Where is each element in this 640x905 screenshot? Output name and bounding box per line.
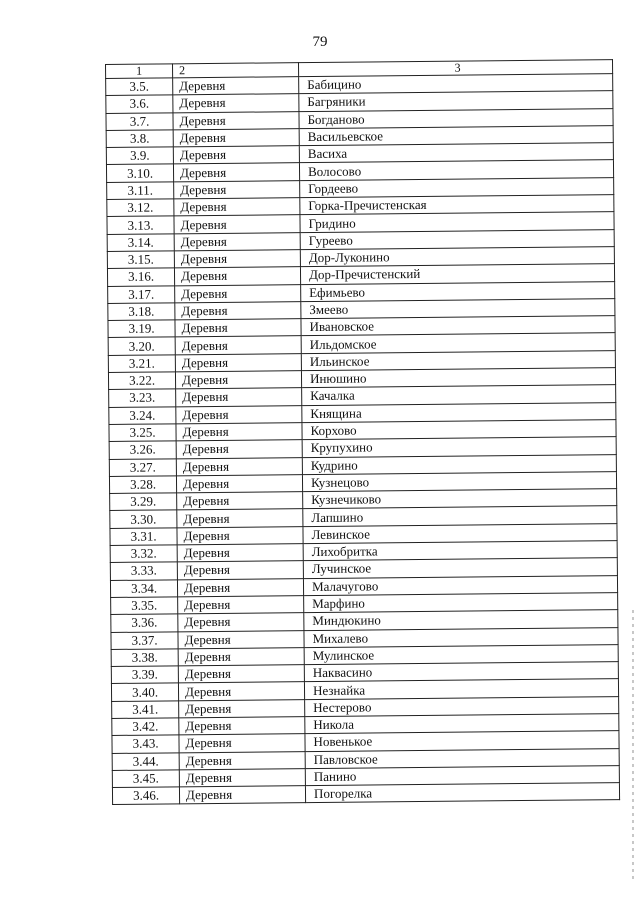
- header-col-3: 3: [298, 60, 612, 77]
- settlement-name-cell: Ильинское: [301, 350, 615, 370]
- settlement-type-cell: Деревня: [174, 267, 300, 286]
- settlement-type-cell: Деревня: [176, 423, 302, 442]
- row-number-cell: 3.26.: [109, 441, 176, 459]
- row-number-cell: 3.8.: [106, 130, 173, 148]
- row-number-cell: 3.14.: [107, 234, 174, 252]
- settlement-type-cell: Деревня: [175, 284, 301, 303]
- row-number-cell: 3.36.: [111, 614, 178, 632]
- settlement-type-cell: Деревня: [178, 596, 304, 615]
- settlement-name-cell: Кузнечиково: [303, 489, 617, 509]
- row-number-cell: 3.6.: [106, 95, 173, 113]
- settlement-type-cell: Деревня: [177, 492, 303, 511]
- settlement-type-cell: Деревня: [175, 301, 301, 320]
- row-number-cell: 3.44.: [112, 752, 179, 770]
- row-number-cell: 3.30.: [110, 510, 177, 528]
- row-number-cell: 3.24.: [109, 406, 176, 424]
- settlement-type-cell: Деревня: [176, 457, 302, 476]
- settlement-name-cell: Новенькое: [305, 731, 619, 751]
- settlement-name-cell: Васиха: [299, 143, 613, 163]
- settlement-name-cell: Гордеево: [300, 177, 614, 197]
- settlement-type-cell: Деревня: [177, 544, 303, 563]
- row-number-cell: 3.28.: [109, 476, 176, 494]
- settlement-name-cell: Качалка: [302, 385, 616, 405]
- header-col-2: 2: [173, 63, 299, 78]
- settlement-name-cell: Волосово: [299, 160, 613, 180]
- settlement-name-cell: Кудрино: [302, 454, 616, 474]
- settlement-type-cell: Деревня: [177, 509, 303, 528]
- row-number-cell: 3.31.: [110, 528, 177, 546]
- settlement-name-cell: Гуреево: [300, 229, 614, 249]
- settlement-type-cell: Деревня: [174, 198, 300, 217]
- settlement-name-cell: Миндюкино: [304, 610, 618, 630]
- row-number-cell: 3.46.: [112, 787, 179, 805]
- settlement-type-cell: Деревня: [177, 561, 303, 580]
- settlement-name-cell: Лихобритка: [303, 541, 617, 561]
- settlement-name-cell: Наквасино: [304, 662, 618, 682]
- settlement-name-cell: Гридино: [300, 212, 614, 232]
- settlement-name-cell: Левинское: [303, 523, 617, 543]
- row-number-cell: 3.17.: [108, 285, 175, 303]
- settlement-type-cell: Деревня: [178, 613, 304, 632]
- settlement-type-cell: Деревня: [179, 734, 305, 753]
- row-number-cell: 3.5.: [106, 78, 173, 96]
- settlement-name-cell: Лапшино: [303, 506, 617, 526]
- row-number-cell: 3.37.: [111, 631, 178, 649]
- settlement-name-cell: Васильевское: [299, 126, 613, 146]
- settlement-type-cell: Деревня: [177, 526, 303, 545]
- settlement-type-cell: Деревня: [179, 751, 305, 770]
- settlement-name-cell: Инюшино: [301, 368, 615, 388]
- settlement-type-cell: Деревня: [176, 440, 302, 459]
- settlement-name-cell: Мулинское: [304, 644, 618, 664]
- settlement-type-cell: Деревня: [173, 111, 299, 130]
- settlement-type-cell: Деревня: [174, 180, 300, 199]
- row-number-cell: 3.39.: [111, 666, 178, 684]
- row-number-cell: 3.10.: [106, 164, 173, 182]
- settlement-name-cell: Никола: [305, 714, 619, 734]
- row-number-cell: 3.33.: [110, 562, 177, 580]
- settlement-name-cell: Незнайка: [304, 679, 618, 699]
- settlement-type-cell: Деревня: [176, 388, 302, 407]
- settlement-type-cell: Деревня: [174, 232, 300, 251]
- row-number-cell: 3.23.: [109, 389, 176, 407]
- row-number-cell: 3.35.: [111, 597, 178, 615]
- settlement-type-cell: Деревня: [174, 250, 300, 269]
- settlement-type-cell: Деревня: [179, 717, 305, 736]
- row-number-cell: 3.25.: [109, 424, 176, 442]
- settlement-type-cell: Деревня: [173, 163, 299, 182]
- settlement-type-cell: Деревня: [173, 77, 299, 96]
- settlement-name-cell: Нестерово: [305, 696, 619, 716]
- settlement-type-cell: Деревня: [178, 647, 304, 666]
- settlement-type-cell: Деревня: [176, 474, 302, 493]
- settlement-name-cell: Княщина: [302, 402, 616, 422]
- row-number-cell: 3.7.: [106, 112, 173, 130]
- settlement-type-cell: Деревня: [176, 405, 302, 424]
- settlement-type-cell: Деревня: [178, 665, 304, 684]
- settlement-type-cell: Деревня: [175, 353, 301, 372]
- row-number-cell: 3.13.: [107, 216, 174, 234]
- settlement-name-cell: Богданово: [299, 108, 613, 128]
- row-number-cell: 3.16.: [107, 268, 174, 286]
- settlement-name-cell: Ефимьево: [301, 281, 615, 301]
- settlement-name-cell: Змеево: [301, 298, 615, 318]
- settlements-table: [105, 59, 620, 805]
- row-number-cell: 3.22.: [108, 372, 175, 390]
- row-number-cell: 3.11.: [107, 182, 174, 200]
- settlement-name-cell: Лучинское: [303, 558, 617, 578]
- settlement-name-cell: Павловское: [305, 748, 619, 768]
- row-number-cell: 3.9.: [106, 147, 173, 165]
- settlement-type-cell: Деревня: [177, 578, 303, 597]
- settlement-name-cell: Бабицино: [299, 74, 613, 94]
- settlement-name-cell: Малачугово: [303, 575, 617, 595]
- settlement-type-cell: Деревня: [174, 215, 300, 234]
- row-number-cell: 3.38.: [111, 649, 178, 667]
- settlement-type-cell: Деревня: [173, 146, 299, 165]
- row-number-cell: 3.12.: [107, 199, 174, 217]
- row-number-cell: 3.21.: [108, 355, 175, 373]
- settlement-name-cell: Горка-Пречистенская: [300, 195, 614, 215]
- row-number-cell: 3.42.: [112, 718, 179, 736]
- settlement-name-cell: Михалево: [304, 627, 618, 647]
- table-body: [106, 74, 620, 805]
- settlement-name-cell: Ильдомское: [301, 333, 615, 353]
- row-number-cell: 3.32.: [110, 545, 177, 563]
- settlement-name-cell: Марфино: [304, 593, 618, 613]
- settlement-type-cell: Деревня: [173, 94, 299, 113]
- header-col-1: 1: [106, 64, 173, 79]
- settlement-name-cell: Кузнецово: [302, 471, 616, 491]
- row-number-cell: 3.20.: [108, 337, 175, 355]
- row-number-cell: 3.43.: [112, 735, 179, 753]
- settlement-type-cell: Деревня: [179, 768, 305, 787]
- scan-edge-artifact: [632, 610, 634, 880]
- row-number-cell: 3.18.: [108, 303, 175, 321]
- settlement-type-cell: Деревня: [178, 630, 304, 649]
- row-number-cell: 3.29.: [110, 493, 177, 511]
- settlement-name-cell: Дор-Пречистенский: [300, 264, 614, 284]
- settlement-name-cell: Погорелка: [305, 783, 619, 803]
- settlement-type-cell: Деревня: [178, 682, 304, 701]
- settlement-name-cell: Панино: [305, 765, 619, 785]
- row-number-cell: 3.34.: [110, 579, 177, 597]
- settlement-type-cell: Деревня: [179, 699, 305, 718]
- settlement-type-cell: Деревня: [175, 371, 301, 390]
- settlement-name-cell: Дор-Луконино: [300, 247, 614, 267]
- row-number-cell: 3.27.: [109, 458, 176, 476]
- row-number-cell: 3.15.: [107, 251, 174, 269]
- row-number-cell: 3.19.: [108, 320, 175, 338]
- settlement-name-cell: Ивановское: [301, 316, 615, 336]
- settlement-type-cell: Деревня: [179, 786, 305, 805]
- settlement-type-cell: Деревня: [173, 129, 299, 148]
- row-number-cell: 3.41.: [112, 701, 179, 719]
- settlement-type-cell: Деревня: [175, 319, 301, 338]
- settlement-type-cell: Деревня: [175, 336, 301, 355]
- row-number-cell: 3.40.: [111, 683, 178, 701]
- page-number: 79: [312, 34, 328, 50]
- settlement-name-cell: Корхово: [302, 420, 616, 440]
- settlement-name-cell: Багряники: [299, 91, 613, 111]
- settlement-name-cell: Крупухино: [302, 437, 616, 457]
- row-number-cell: 3.45.: [112, 770, 179, 788]
